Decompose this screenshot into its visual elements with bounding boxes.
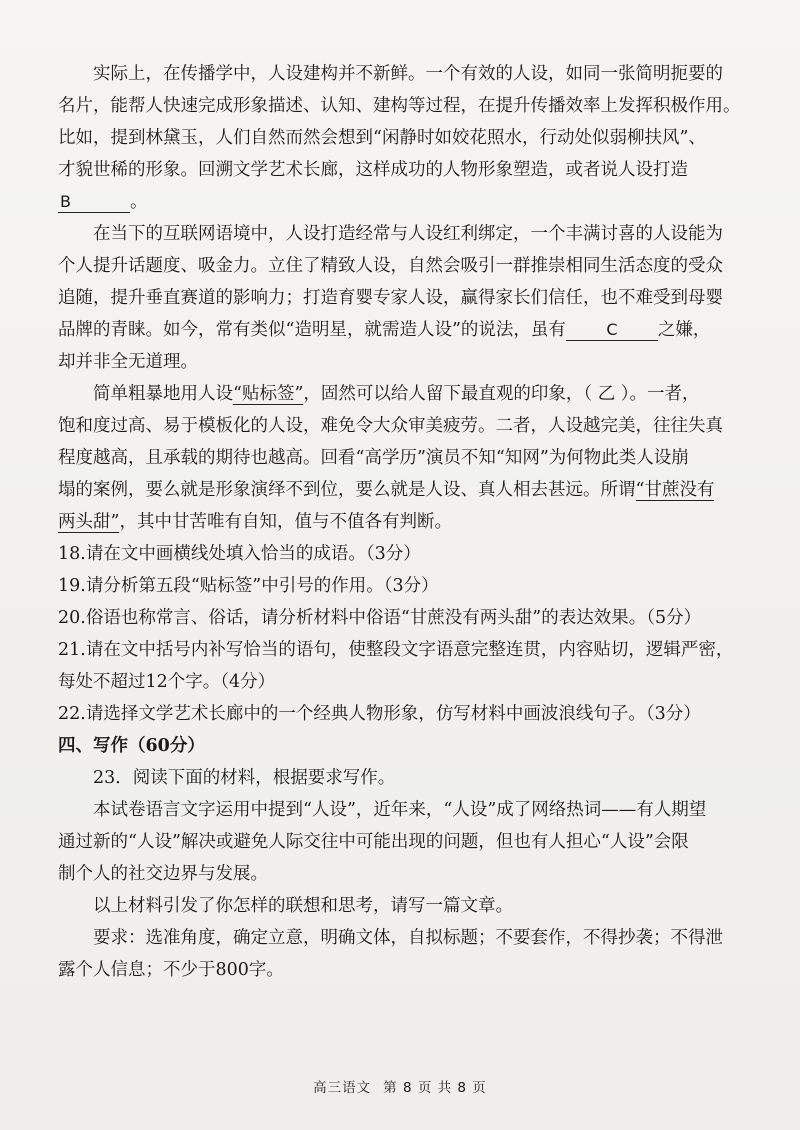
text-line: 本试卷语言文字运用中提到“人设”，近年来，“人设”成了网络热词——有人期望 [93, 800, 707, 820]
section-title-writing: 四、写作（60分） [58, 736, 205, 756]
writing-prompt: 以上材料引发了你怎样的联想和思考，请写一篇文章。 [93, 896, 513, 916]
footer-subject: 高三语文 [313, 1080, 372, 1096]
text-line: 程度越高，且承载的期待也越高。回看“高学历”演员不知“知网”为何物此类人设崩 [58, 448, 689, 468]
text-line: 个人提升话题度、吸金力。立住了精致人设，自然会吸引一群推崇相同生活态度的受众 [58, 256, 723, 276]
text-line: 名片，能帮人快速完成形象描述、认知、建构等过程，在提升传播效率上发挥积极作用。 [58, 96, 741, 116]
underlined-tag-term: “贴标签” [233, 384, 304, 404]
sentence-end: 。 [130, 192, 148, 212]
passage-paragraph-2 [58, 218, 744, 378]
writing-material [58, 794, 744, 890]
question-21-line-1: 21.请在文中括号内补写恰当的语句，使整段文字语意完整连贯，内容贴切，逻辑严密， [58, 640, 734, 660]
text-line: 却并非全无道理。 [58, 352, 198, 372]
text-line [58, 186, 744, 218]
text-line [58, 474, 744, 506]
text-line: 实际上，在传播学中，人设建构并不新鲜。一个有效的人设，如同一张简明扼要的 [93, 64, 723, 84]
underlined-proverb: “甘蔗没有 [635, 480, 715, 500]
underlined-proverb: 两头甜” [58, 512, 120, 532]
writing-requirements-line-2: 露个人信息；不少于800字。 [58, 960, 284, 980]
text-segment: 简单粗暴地用人设 [93, 384, 233, 404]
question-18: 18.请在文中画横线处填入恰当的成语。（3分） [58, 544, 421, 564]
question-21-line-2: 每处不超过12个字。（4分） [58, 672, 276, 692]
passage-paragraph-3 [58, 378, 744, 538]
passage-paragraph-1 [58, 58, 744, 218]
question-22: 22.请选择文学艺术长廊中的一个经典人物形象，仿写材料中画波浪线句子。（3分） [58, 704, 701, 724]
text-line: 追随，提升垂直赛道的影响力；打造育婴专家人设，赢得家长们信任，也不难受到母婴 [58, 288, 723, 308]
text-line [58, 506, 744, 538]
answer-blank-b[interactable]: B [58, 192, 130, 213]
question-19: 19.请分析第五段“贴标签”中引号的作用。（3分） [58, 576, 439, 596]
text-segment: ，其中甘苦唯有自知，值与不值各有判断。 [119, 512, 452, 532]
text-segment: 塌的案例，要么就是形象演绎不到位，要么就是人设、真人相去甚远。所谓 [58, 480, 636, 500]
text-line: 在当下的互联网语境中，人设打造经常与人设红利绑定，一个丰满讨喜的人设能为 [93, 224, 723, 244]
text-line: 通过新的“人设”解决或避免人际交往中可能出现的问题，但也有人担心“人设”会限 [58, 832, 689, 852]
page-footer [0, 1076, 800, 1096]
footer-page-number: 第 8 页 共 8 页 [383, 1080, 487, 1096]
text-line: 才貌世稀的形象。回溯文学艺术长廊，这样成功的人物形象塑造，或者说人设打造 [58, 160, 688, 180]
writing-requirements-line-1: 要求：选准角度，确定立意，明确文体，自拟标题；不要套作，不得抄袭；不得泄 [93, 928, 723, 948]
page-content [58, 58, 744, 986]
text-segment: 品牌的青睐。如今，常有类似“造明星，就需造人设”的说法，虽有 [58, 320, 566, 340]
text-segment: 之嫌， [657, 320, 711, 340]
text-line [58, 378, 744, 410]
text-line: 饱和度过高、易于模板化的人设，难免令大众审美疲劳。二者，人设越完美，往往失真 [58, 416, 723, 436]
question-20: 20.俗语也称常言、俗话，请分析材料中俗语“甘蔗没有两头甜”的表达效果。（5分） [58, 608, 702, 628]
text-line: 比如，提到林黛玉，人们自然而然会想到“闲静时如姣花照水，行动处似弱柳扶风”、 [58, 128, 706, 148]
question-23: 23．阅读下面的材料，根据要求写作。 [93, 768, 396, 788]
answer-blank-c[interactable]: C [566, 320, 658, 341]
text-line [58, 314, 744, 346]
text-segment: ，固然可以给人留下最直观的印象，（ 乙 ）。一者， [303, 384, 700, 404]
text-line: 制个人的社交边界与发展。 [58, 864, 268, 884]
